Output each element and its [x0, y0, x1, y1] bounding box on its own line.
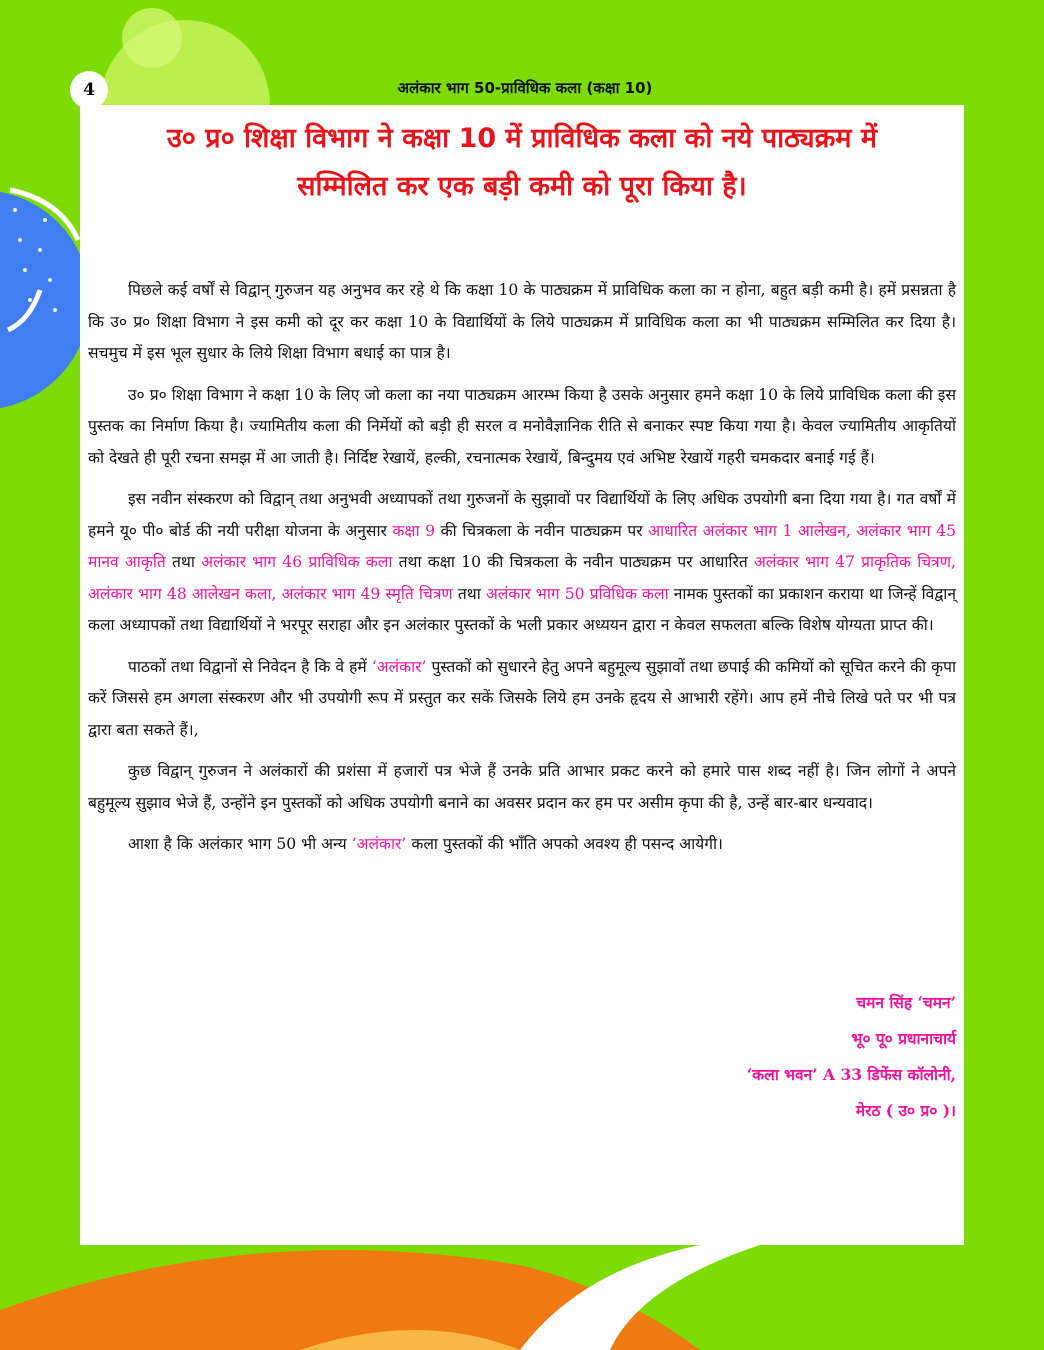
paragraph-3-text: तथा कक्षा 10 की चित्रकला के नवीन पाठ्यक्रम पर आधारित — [392, 553, 754, 571]
paragraph-2: उ० प्र० शिक्षा विभाग ने कक्षा 10 के लिए जो कला का नया पाठ्यक्रम आरम्भ किया है उसके अनुसार हमने कक्षा 10 के लिये प्राविधिक कला की इस पुस्तक का निर्माण किया है। ज्यामितीय कला की निर्मेयों को बड़ी ही सरल व मनोवैज्ञानिक रीति से बनाकर स्पष्ट किया गया है। केवल ज्यामितीय आकृतियों को देखते ही पूरी रचना समझ में आ जाती है। निर्दिष्ट रेखायें, हल्की, रचनात्मक रेखायें, बिन्दुमय एवं अभिष्ट रेखायें गहरी चमकदार बनाई गई हैं। — [88, 385, 956, 467]
paragraph-3-highlight: आधारित अलंकार भाग 1 आलेखन, अलंकार भाग 45 मानव आकृति — [88, 521, 956, 571]
content-panel — [80, 105, 964, 1245]
page-number: 4 — [70, 71, 108, 109]
paragraph-6-highlight: ‘अलंकार’ — [351, 835, 407, 853]
paragraph-6-text: कला पुस्तकों की भाँति अपको अवश्य ही पसन्द आयेगी। — [406, 835, 723, 853]
paragraph-3-highlight: कक्षा 9 — [392, 521, 436, 540]
paragraph-3-text: इस नवीन संस्करण को विद्वान् तथा अनुभवी अध्यापकों तथा गुरुजनों के सुझावों पर विद्यार्थियों के लिए अधिक उपयोगी बना दिया गया है। गत वर्षों में हमने यू० पी० बोर्ड की नयी परीक्षा योजना के अनुसार — [88, 490, 956, 540]
paragraph-3-text: तथा — [452, 584, 486, 603]
paragraph-3-text: तथा — [165, 553, 202, 571]
paragraph-3 — [88, 484, 956, 642]
paragraph-5: कुछ विद्वान् गुरुजन ने अलंकारों की प्रशंसा में हजारों पत्र भेजे हैं उनके प्रति आभार प्रकट करने को हमारे पास शब्द नहीं है। जिन लोगों ने अपने बहुमूल्य सुझाव भेजे हैं, उन्होंने इन पुस्तकों को अधिक उपयोगी बनाने का अवसर प्रदान कर हम पर असीम कृपा की है, उन्हें बार-बार धन्यवाद। — [88, 762, 956, 812]
headline-line-1: उ० प्र० शिक्षा विभाग ने कक्षा 10 में प्राविधिक कला को नये पाठ्यक्रम में — [166, 123, 878, 154]
paragraph-4 — [88, 652, 956, 747]
author-name: चमन सिंह ‘चमन’ — [856, 993, 956, 1012]
paragraph-6 — [88, 829, 956, 861]
running-header-title: अलंकार भाग 50-प्राविधिक कला (कक्षा 10) — [397, 79, 653, 97]
headline-line-2: सम्मिलित कर एक बड़ी कमी को पूरा किया है। — [297, 171, 747, 202]
signature-block — [596, 985, 956, 1129]
headline — [100, 115, 944, 211]
paragraph-3-text: की चित्रकला के नवीन पाठ्यक्रम पर — [435, 521, 649, 540]
paragraph-4-highlight: ‘अलंकार’ — [371, 657, 427, 676]
paragraph-4-text: पाठकों तथा विद्वानों से निवेदन है कि वे हमें — [128, 657, 372, 676]
paragraph-3-highlight: अलंकार भाग 46 प्राविधिक कला — [201, 553, 393, 571]
author-address-line-2: मेरठ ( उ० प्र० )। — [855, 1101, 956, 1120]
author-designation: भू० पू० प्रधानाचार्य — [851, 1029, 956, 1048]
body-text — [88, 275, 956, 871]
paragraph-1: पिछले कई वर्षों से विद्वान् गुरुजन यह अनुभव कर रहे थे कि कक्षा 10 के पाठ्यक्रम में प्राविधिक कला का न होना, बहुत बड़ी कमी है। हमें प्रसन्नता है कि उ० प्र० शिक्षा विभाग ने इस कमी को दूर कर कक्षा 10 के विद्यार्थियों के लिये पाठ्यक्रम में प्राविधिक कला का भी पाठ्यक्रम सम्मिलित कर दिया है। सचमुच में इस भूल सुधार के लिये शिक्षा विभाग बधाई का पात्र है। — [88, 281, 956, 362]
paragraph-3-highlight: अलंकार भाग 47 प्राकृतिक चित्रण, अलंकार भाग 48 आलेखन कला, अलंकार भाग 49 स्मृति चित्रण — [88, 553, 956, 603]
author-address-line-1: ‘कला भवन’ A 33 डिफेंस कॉलोनी, — [746, 1065, 956, 1084]
paragraph-4-text: पुस्तकों को सुधारने हेतु अपने बहुमूल्य सुझावों तथा छपाई की कमियों को सूचित करने की कृपा करें जिससे हम अगला संस्करण और भी उपयोगी रूप में प्रस्तुत कर सकें जिसके लिये हम उनके हृदय से आभारी रहेंगे। आप हमें नीचे लिखे पते पर भी पत्र द्वारा बता सकते हैं।, — [88, 657, 956, 739]
paragraph-3-text: नामक पुस्तकों का प्रकाशन कराया था जिन्हें विद्वान् कला अध्यापकों तथा विद्यार्थियों ने भरपूर सराहा और इन अलंकार पुस्तकों के भली प्रकार अध्ययन द्वारा न केवल सफलता बल्कि विशेष योग्यता प्राप्त की। — [88, 584, 956, 634]
paragraph-3-highlight: अलंकार भाग 50 प्रविधिक कला — [485, 584, 669, 603]
paragraph-6-text: आशा है कि अलंकार भाग 50 भी अन्य — [128, 835, 352, 853]
